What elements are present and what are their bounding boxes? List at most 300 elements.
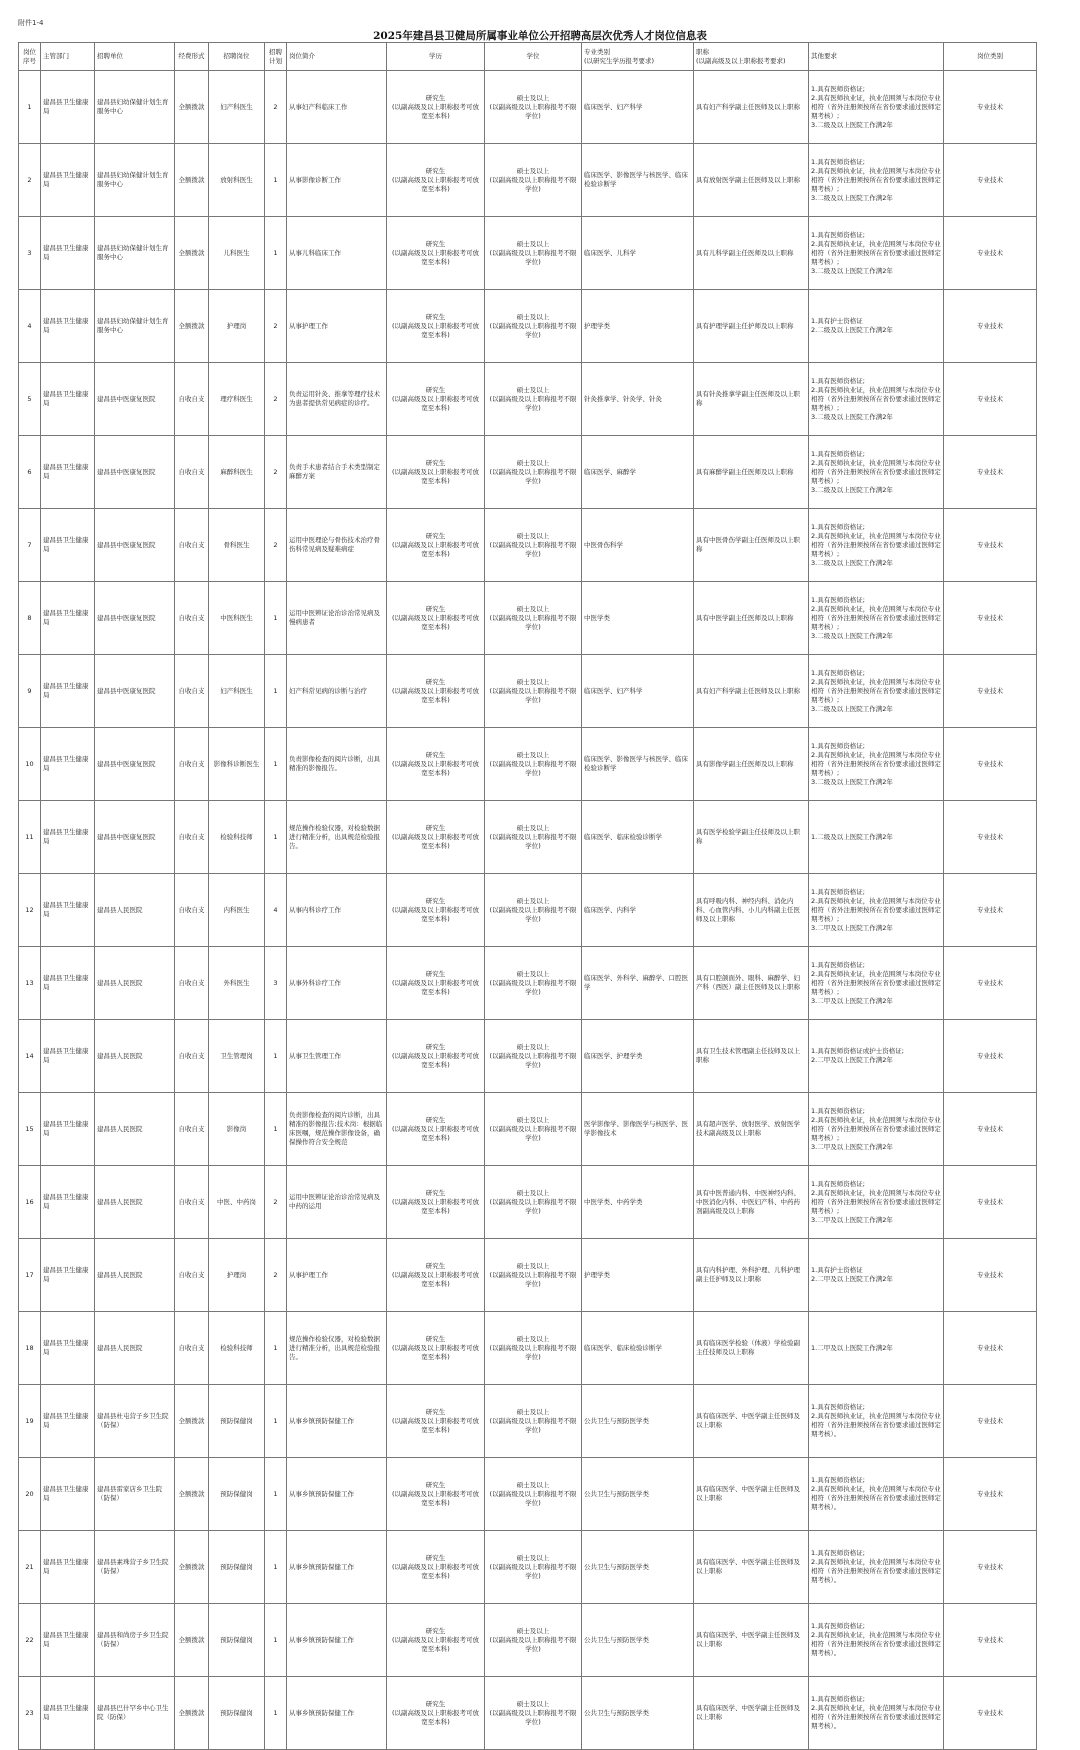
- cell-no: 3: [19, 217, 41, 290]
- cell-major: 临床医学、妇产科学: [582, 71, 694, 144]
- cell-edu: 研究生 (以副高级及以上职称报考可放宽至本科): [387, 1239, 485, 1312]
- cell-dept: 建昌县卫生健康局: [41, 144, 95, 217]
- cell-major: 中医学类、中药学类: [582, 1166, 694, 1239]
- table-row: [19, 801, 1037, 874]
- cell-major: 公共卫生与预防医学类: [582, 1458, 694, 1531]
- cell-major: 护理学类: [582, 290, 694, 363]
- cell-other: 1.具有医师资格证; 2.具有医师执业证，执业范围须与本岗位专业相符（省外注册须按所在省份要求通过医师定期考核）; 3.二级及以上医院工作满2年: [809, 363, 944, 436]
- cell-other: 1.具有医师资格证; 2.具有医师执业证，执业范围须与本岗位专业相符（省外注册须按所在省份要求通过医师定期考核）; 3.二级及以上医院工作满2年: [809, 509, 944, 582]
- cell-degree: 硕士及以上 (以副高级及以上职称报考不限学位): [485, 1677, 582, 1750]
- cell-post: 影像岗: [209, 1093, 265, 1166]
- cell-degree: 硕士及以上 (以副高级及以上职称报考不限学位): [485, 509, 582, 582]
- cell-major: 中医学类: [582, 582, 694, 655]
- cell-edu: 研究生 (以副高级及以上职称报考可放宽至本科): [387, 1677, 485, 1750]
- table-row: [19, 1531, 1037, 1604]
- table-row: [19, 1020, 1037, 1093]
- cell-fund: 自收自支: [175, 1239, 209, 1312]
- cell-fund: 自收自支: [175, 1166, 209, 1239]
- cell-no: 5: [19, 363, 41, 436]
- cell-edu: 研究生 (以副高级及以上职称报考可放宽至本科): [387, 1166, 485, 1239]
- cell-post: 妇产科医生: [209, 71, 265, 144]
- cell-no: 15: [19, 1093, 41, 1166]
- cell-fund: 自收自支: [175, 436, 209, 509]
- cell-major: 公共卫生与预防医学类: [582, 1531, 694, 1604]
- cell-fund: 全额拨款: [175, 1604, 209, 1677]
- cell-dept: 建昌县卫生健康局: [41, 1677, 95, 1750]
- cell-intro: 从事儿科临床工作: [287, 217, 387, 290]
- cell-other: 1.具有医师资格证; 2.具有医师执业证，执业范围须与本岗位专业相符（省外注册须按所在省份要求通过医师定期考核）; 3.二甲及以上医院工作满2年: [809, 1166, 944, 1239]
- cell-edu: 研究生 (以副高级及以上职称报考可放宽至本科): [387, 509, 485, 582]
- cell-dept: 建昌县卫生健康局: [41, 1166, 95, 1239]
- cell-fund: 全额拨款: [175, 1531, 209, 1604]
- table-row: [19, 947, 1037, 1020]
- cell-type: 专业技术: [944, 801, 1037, 874]
- cell-major: 临床医学、影像医学与核医学、临床检验诊断学: [582, 728, 694, 801]
- header-no: 岗位序号: [19, 43, 41, 71]
- cell-unit: 建昌县人民医院: [95, 874, 175, 947]
- cell-plan: 2: [265, 436, 287, 509]
- cell-no: 14: [19, 1020, 41, 1093]
- cell-fund: 自收自支: [175, 1020, 209, 1093]
- cell-type: 专业技术: [944, 509, 1037, 582]
- cell-post: 中医科医生: [209, 582, 265, 655]
- cell-unit: 建昌县素珠营子乡卫生院（防保）: [95, 1531, 175, 1604]
- cell-fund: 自收自支: [175, 509, 209, 582]
- cell-post: 预防保健岗: [209, 1385, 265, 1458]
- header-fund: 经费形式: [175, 43, 209, 71]
- cell-degree: 硕士及以上 (以副高级及以上职称报考不限学位): [485, 1312, 582, 1385]
- cell-dept: 建昌县卫生健康局: [41, 582, 95, 655]
- cell-intro: 运用中医辨证论治诊治常见病及中药的运用: [287, 1166, 387, 1239]
- table-header-row: [19, 43, 1037, 71]
- cell-title: 具有医学检验学副主任技师及以上职称: [694, 801, 809, 874]
- cell-type: 专业技术: [944, 1239, 1037, 1312]
- cell-no: 4: [19, 290, 41, 363]
- cell-type: 专业技术: [944, 1604, 1037, 1677]
- cell-dept: 建昌县卫生健康局: [41, 1385, 95, 1458]
- cell-unit: 建昌县人民医院: [95, 947, 175, 1020]
- cell-plan: 2: [265, 1166, 287, 1239]
- cell-other: 1.具有医师资格证; 2.具有医师执业证，执业范围须与本岗位专业相符（省外注册须按所在省份要求通过医师定期考核）; 3.二甲及以上医院工作满2年: [809, 1093, 944, 1166]
- cell-plan: 1: [265, 217, 287, 290]
- cell-intro: 运用中医理论与骨伤技术治疗骨伤科常见病及疑难病症: [287, 509, 387, 582]
- cell-unit: 建昌县杜屯营子乡卫生院（防保）: [95, 1385, 175, 1458]
- cell-no: 20: [19, 1458, 41, 1531]
- cell-title: 具有内科护理、外科护理、儿科护理副主任护师及以上职称: [694, 1239, 809, 1312]
- cell-type: 专业技术: [944, 1385, 1037, 1458]
- cell-edu: 研究生 (以副高级及以上职称报考可放宽至本科): [387, 1458, 485, 1531]
- cell-plan: 1: [265, 1604, 287, 1677]
- cell-post: 放射科医生: [209, 144, 265, 217]
- cell-title: 具有中医学副主任医师及以上职称: [694, 582, 809, 655]
- table-row: [19, 874, 1037, 947]
- cell-intro: 从事内科诊疗工作: [287, 874, 387, 947]
- cell-dept: 建昌县卫生健康局: [41, 728, 95, 801]
- cell-post: 理疗科医生: [209, 363, 265, 436]
- cell-dept: 建昌县卫生健康局: [41, 801, 95, 874]
- cell-no: 6: [19, 436, 41, 509]
- cell-dept: 建昌县卫生健康局: [41, 655, 95, 728]
- cell-degree: 硕士及以上 (以副高级及以上职称报考不限学位): [485, 290, 582, 363]
- cell-no: 22: [19, 1604, 41, 1677]
- cell-intro: 从事护理工作: [287, 1239, 387, 1312]
- cell-post: 儿科医生: [209, 217, 265, 290]
- cell-unit: 建昌县巴什罕乡中心卫生院（防保）: [95, 1677, 175, 1750]
- cell-type: 专业技术: [944, 217, 1037, 290]
- table-row: [19, 509, 1037, 582]
- cell-intro: 从事乡镇预防保健工作: [287, 1604, 387, 1677]
- cell-dept: 建昌县卫生健康局: [41, 71, 95, 144]
- cell-plan: 1: [265, 801, 287, 874]
- cell-degree: 硕士及以上 (以副高级及以上职称报考不限学位): [485, 874, 582, 947]
- cell-type: 专业技术: [944, 582, 1037, 655]
- cell-other: 1.二级及以上医院工作满2年: [809, 801, 944, 874]
- cell-fund: 自收自支: [175, 874, 209, 947]
- cell-post: 中医、中药岗: [209, 1166, 265, 1239]
- cell-post: 护理岗: [209, 290, 265, 363]
- cell-major: 临床医学、临床检验诊断学: [582, 801, 694, 874]
- cell-intro: 负责影像检查的阅片诊断，出具精准的影像报告;技术岗：根据临床医嘱，规范操作影像设备，确保操作符合安全规范: [287, 1093, 387, 1166]
- cell-type: 专业技术: [944, 1166, 1037, 1239]
- cell-major: 公共卫生与预防医学类: [582, 1604, 694, 1677]
- cell-other: 1.具有医师资格证; 2.具有医师执业证，执业范围须与本岗位专业相符（省外注册须按所在省份要求通过医师定期考核）; 3.二级及以上医院工作满2年: [809, 144, 944, 217]
- cell-unit: 建昌县人民医院: [95, 1020, 175, 1093]
- cell-post: 检验科技师: [209, 1312, 265, 1385]
- cell-plan: 1: [265, 1020, 287, 1093]
- table-row: [19, 436, 1037, 509]
- cell-type: 专业技术: [944, 874, 1037, 947]
- cell-plan: 2: [265, 290, 287, 363]
- cell-type: 专业技术: [944, 1677, 1037, 1750]
- header-degree: 学位: [485, 43, 582, 71]
- cell-type: 专业技术: [944, 290, 1037, 363]
- cell-other: 1.具有医师资格证; 2.具有医师执业证，执业范围须与本岗位专业相符（省外注册须按所在省份要求通过医师定期考核）。: [809, 1604, 944, 1677]
- cell-post: 预防保健岗: [209, 1531, 265, 1604]
- cell-edu: 研究生 (以副高级及以上职称报考可放宽至本科): [387, 290, 485, 363]
- header-major: 专业类别 (以研究生学历报考要求): [582, 43, 694, 71]
- recruitment-table: [18, 42, 1037, 1750]
- cell-fund: 全额拨款: [175, 217, 209, 290]
- cell-unit: 建昌县中医康复医院: [95, 363, 175, 436]
- cell-fund: 自收自支: [175, 1093, 209, 1166]
- cell-dept: 建昌县卫生健康局: [41, 217, 95, 290]
- cell-degree: 硕士及以上 (以副高级及以上职称报考不限学位): [485, 1531, 582, 1604]
- cell-no: 2: [19, 144, 41, 217]
- cell-no: 23: [19, 1677, 41, 1750]
- cell-plan: 1: [265, 728, 287, 801]
- cell-fund: 全额拨款: [175, 1677, 209, 1750]
- cell-edu: 研究生 (以副高级及以上职称报考可放宽至本科): [387, 71, 485, 144]
- table-body: [19, 71, 1037, 1750]
- cell-no: 12: [19, 874, 41, 947]
- cell-unit: 建昌县人民医院: [95, 1312, 175, 1385]
- cell-fund: 全额拨款: [175, 1458, 209, 1531]
- cell-unit: 建昌县妇幼保健计划生育服务中心: [95, 217, 175, 290]
- cell-dept: 建昌县卫生健康局: [41, 290, 95, 363]
- cell-degree: 硕士及以上 (以副高级及以上职称报考不限学位): [485, 801, 582, 874]
- cell-no: 21: [19, 1531, 41, 1604]
- cell-fund: 自收自支: [175, 801, 209, 874]
- cell-plan: 1: [265, 1385, 287, 1458]
- cell-intro: 从事外科诊疗工作: [287, 947, 387, 1020]
- cell-title: 具有临床医学、中医学副主任医师及以上职称: [694, 1385, 809, 1458]
- cell-fund: 自收自支: [175, 363, 209, 436]
- cell-intro: 从事乡镇预防保健工作: [287, 1531, 387, 1604]
- table-row: [19, 1239, 1037, 1312]
- cell-fund: 自收自支: [175, 582, 209, 655]
- cell-title: 具有麻醉学副主任医师及以上职称: [694, 436, 809, 509]
- cell-major: 针灸推拿学、针灸学、针灸: [582, 363, 694, 436]
- cell-major: 临床医学、妇产科学: [582, 655, 694, 728]
- cell-other: 1.具有医师资格证; 2.具有医师执业证，执业范围须与本岗位专业相符（省外注册须按所在省份要求通过医师定期考核）。: [809, 1677, 944, 1750]
- cell-title: 具有中医普通内科、中医神经内科、中医消化内科、中医妇产科、中药药剂副高级及以上职称: [694, 1166, 809, 1239]
- cell-degree: 硕士及以上 (以副高级及以上职称报考不限学位): [485, 1385, 582, 1458]
- cell-intro: 规范操作检验仪器，对检验数据进行精准分析，出具规范检验报告。: [287, 801, 387, 874]
- cell-intro: 负责运用针灸、推拿等理疗技术为患者提供常见病症的诊疗。: [287, 363, 387, 436]
- cell-fund: 自收自支: [175, 728, 209, 801]
- cell-intro: 从事护理工作: [287, 290, 387, 363]
- cell-title: 具有临床医学检验（体液）学检验副主任技师及以上职称: [694, 1312, 809, 1385]
- cell-unit: 建昌县雷家店乡卫生院（防保）: [95, 1458, 175, 1531]
- cell-unit: 建昌县中医康复医院: [95, 509, 175, 582]
- cell-other: 1.具有医师资格证; 2.具有医师执业证，执业范围须与本岗位专业相符（省外注册须按所在省份要求通过医师定期考核）; 3.二级及以上医院工作满2年: [809, 71, 944, 144]
- cell-dept: 建昌县卫生健康局: [41, 947, 95, 1020]
- cell-fund: 自收自支: [175, 947, 209, 1020]
- table-row: [19, 144, 1037, 217]
- cell-fund: 自收自支: [175, 1312, 209, 1385]
- cell-intro: 妇产科常见病的诊断与治疗: [287, 655, 387, 728]
- cell-plan: 1: [265, 1531, 287, 1604]
- cell-unit: 建昌县中医康复医院: [95, 655, 175, 728]
- cell-title: 具有中医骨伤学副主任医师及以上职称: [694, 509, 809, 582]
- table-row: [19, 363, 1037, 436]
- cell-no: 8: [19, 582, 41, 655]
- cell-type: 专业技术: [944, 1312, 1037, 1385]
- cell-major: 护理学类: [582, 1239, 694, 1312]
- cell-dept: 建昌县卫生健康局: [41, 363, 95, 436]
- cell-title: 具有呼吸内科、神经内科、消化内科、心血管内科、小儿内科副主任医师及以上职称: [694, 874, 809, 947]
- cell-dept: 建昌县卫生健康局: [41, 1020, 95, 1093]
- cell-title: 具有妇产科学副主任医师及以上职称: [694, 71, 809, 144]
- cell-dept: 建昌县卫生健康局: [41, 1312, 95, 1385]
- cell-major: 临床医学、临床检验诊断学: [582, 1312, 694, 1385]
- cell-intro: 负责手术患者结合手术类型制定麻醉方案: [287, 436, 387, 509]
- cell-major: 临床医学、护理学类: [582, 1020, 694, 1093]
- cell-other: 1.具有医师资格证; 2.具有医师执业证，执业范围须与本岗位专业相符（省外注册须按所在省份要求通过医师定期考核）; 3.二级及以上医院工作满2年: [809, 582, 944, 655]
- cell-plan: 2: [265, 1239, 287, 1312]
- cell-dept: 建昌县卫生健康局: [41, 1531, 95, 1604]
- cell-plan: 1: [265, 1677, 287, 1750]
- cell-type: 专业技术: [944, 363, 1037, 436]
- cell-major: 临床医学、麻醉学: [582, 436, 694, 509]
- cell-degree: 硕士及以上 (以副高级及以上职称报考不限学位): [485, 1166, 582, 1239]
- cell-intro: 从事卫生管理工作: [287, 1020, 387, 1093]
- cell-intro: 规范操作检验仪器，对检验数据进行精准分析，出具规范检验报告。: [287, 1312, 387, 1385]
- cell-degree: 硕士及以上 (以副高级及以上职称报考不限学位): [485, 1020, 582, 1093]
- cell-plan: 2: [265, 71, 287, 144]
- table-row: [19, 1677, 1037, 1750]
- cell-post: 护理岗: [209, 1239, 265, 1312]
- cell-edu: 研究生 (以副高级及以上职称报考可放宽至本科): [387, 947, 485, 1020]
- cell-major: 临床医学、儿科学: [582, 217, 694, 290]
- cell-edu: 研究生 (以副高级及以上职称报考可放宽至本科): [387, 655, 485, 728]
- cell-degree: 硕士及以上 (以副高级及以上职称报考不限学位): [485, 1604, 582, 1677]
- cell-post: 妇产科医生: [209, 655, 265, 728]
- cell-other: 1.具有医师资格证; 2.具有医师执业证，执业范围须与本岗位专业相符（省外注册须按所在省份要求通过医师定期考核）; 3.二级及以上医院工作满2年: [809, 728, 944, 801]
- table-row: [19, 1458, 1037, 1531]
- cell-type: 专业技术: [944, 1458, 1037, 1531]
- cell-fund: 全额拨款: [175, 1385, 209, 1458]
- cell-intro: 从事乡镇预防保健工作: [287, 1458, 387, 1531]
- cell-type: 专业技术: [944, 947, 1037, 1020]
- cell-title: 具有卫生技术管理副主任技师及以上职称: [694, 1020, 809, 1093]
- cell-major: 中医骨伤科学: [582, 509, 694, 582]
- cell-no: 1: [19, 71, 41, 144]
- table-row: [19, 728, 1037, 801]
- cell-other: 1.具有医师资格证; 2.具有医师执业证，执业范围须与本岗位专业相符（省外注册须按所在省份要求通过医师定期考核）; 3.二级及以上医院工作满2年: [809, 655, 944, 728]
- cell-fund: 全额拨款: [175, 144, 209, 217]
- cell-unit: 建昌县人民医院: [95, 1093, 175, 1166]
- cell-degree: 硕士及以上 (以副高级及以上职称报考不限学位): [485, 217, 582, 290]
- page-title: 2025年建昌县卫健局所属事业单位公开招聘高层次优秀人才岗位信息表: [373, 30, 707, 42]
- cell-plan: 1: [265, 144, 287, 217]
- cell-plan: 4: [265, 874, 287, 947]
- cell-fund: 全额拨款: [175, 290, 209, 363]
- table-row: [19, 290, 1037, 363]
- cell-title: 具有儿科学副主任医师及以上职称: [694, 217, 809, 290]
- cell-edu: 研究生 (以副高级及以上职称报考可放宽至本科): [387, 144, 485, 217]
- cell-other: 1.具有护士资格证 2.二级及以上医院工作满2年: [809, 290, 944, 363]
- cell-post: 预防保健岗: [209, 1458, 265, 1531]
- cell-plan: 1: [265, 1312, 287, 1385]
- cell-no: 17: [19, 1239, 41, 1312]
- cell-no: 7: [19, 509, 41, 582]
- cell-intro: 从事乡镇预防保健工作: [287, 1385, 387, 1458]
- header-other: 其他要求: [809, 43, 944, 71]
- cell-degree: 硕士及以上 (以副高级及以上职称报考不限学位): [485, 144, 582, 217]
- cell-type: 专业技术: [944, 436, 1037, 509]
- cell-plan: 1: [265, 1093, 287, 1166]
- cell-major: 医学影像学、影像医学与核医学、医学影像技术: [582, 1093, 694, 1166]
- cell-post: 外科医生: [209, 947, 265, 1020]
- cell-dept: 建昌县卫生健康局: [41, 1093, 95, 1166]
- cell-intro: 负责影像检查的阅片诊断，出具精准的影像报告。: [287, 728, 387, 801]
- cell-type: 专业技术: [944, 655, 1037, 728]
- cell-post: 内科医生: [209, 874, 265, 947]
- cell-other: 1.二甲及以上医院工作满2年: [809, 1312, 944, 1385]
- cell-post: 检验科技师: [209, 801, 265, 874]
- table-row: [19, 71, 1037, 144]
- cell-edu: 研究生 (以副高级及以上职称报考可放宽至本科): [387, 1093, 485, 1166]
- table-row: [19, 1312, 1037, 1385]
- table-row: [19, 1385, 1037, 1458]
- header-intro: 岗位简介: [287, 43, 387, 71]
- cell-title: 具有临床医学、中医学副主任医师及以上职称: [694, 1531, 809, 1604]
- cell-degree: 硕士及以上 (以副高级及以上职称报考不限学位): [485, 1458, 582, 1531]
- cell-post: 影像科诊断医生: [209, 728, 265, 801]
- cell-degree: 硕士及以上 (以副高级及以上职称报考不限学位): [485, 728, 582, 801]
- cell-no: 16: [19, 1166, 41, 1239]
- cell-post: 预防保健岗: [209, 1677, 265, 1750]
- table-row: [19, 1166, 1037, 1239]
- header-type: 岗位类别: [944, 43, 1037, 71]
- cell-title: 具有临床医学、中医学副主任医师及以上职称: [694, 1604, 809, 1677]
- cell-other: 1.具有医师资格证; 2.具有医师执业证，执业范围须与本岗位专业相符（省外注册须按所在省份要求通过医师定期考核）。: [809, 1531, 944, 1604]
- cell-no: 13: [19, 947, 41, 1020]
- cell-edu: 研究生 (以副高级及以上职称报考可放宽至本科): [387, 1385, 485, 1458]
- cell-degree: 硕士及以上 (以副高级及以上职称报考不限学位): [485, 1239, 582, 1312]
- cell-unit: 建昌县中医康复医院: [95, 801, 175, 874]
- cell-title: 具有口腔颌面外、眼科、麻醉学、妇产科（西医）副主任医师及以上职称: [694, 947, 809, 1020]
- cell-plan: 2: [265, 363, 287, 436]
- cell-intro: 从事妇产科临床工作: [287, 71, 387, 144]
- cell-no: 11: [19, 801, 41, 874]
- table-row: [19, 1604, 1037, 1677]
- cell-degree: 硕士及以上 (以副高级及以上职称报考不限学位): [485, 655, 582, 728]
- cell-title: 具有针灸推拿学副主任医师及以上职称: [694, 363, 809, 436]
- cell-edu: 研究生 (以副高级及以上职称报考可放宽至本科): [387, 1020, 485, 1093]
- cell-edu: 研究生 (以副高级及以上职称报考可放宽至本科): [387, 1604, 485, 1677]
- cell-other: 1.具有医师资格证或护士资格证; 2.二甲及以上医院工作满2年: [809, 1020, 944, 1093]
- cell-other: 1.具有医师资格证; 2.具有医师执业证，执业范围须与本岗位专业相符（省外注册须按所在省份要求通过医师定期考核）; 3.二级及以上医院工作满2年: [809, 217, 944, 290]
- cell-fund: 自收自支: [175, 655, 209, 728]
- cell-title: 具有放射医学副主任医师及以上职称: [694, 144, 809, 217]
- cell-major: 公共卫生与预防医学类: [582, 1677, 694, 1750]
- cell-plan: 2: [265, 509, 287, 582]
- cell-intro: 运用中医辨证论治诊治常见病及慢病患者: [287, 582, 387, 655]
- cell-title: 具有临床医学、中医学副主任医师及以上职称: [694, 1677, 809, 1750]
- cell-post: 麻醉科医生: [209, 436, 265, 509]
- cell-degree: 硕士及以上 (以副高级及以上职称报考不限学位): [485, 582, 582, 655]
- header-unit: 招聘单位: [95, 43, 175, 71]
- cell-other: 1.具有医师资格证; 2.具有医师执业证，执业范围须与本岗位专业相符（省外注册须按所在省份要求通过医师定期考核）; 3.二甲及以上医院工作满2年: [809, 874, 944, 947]
- cell-type: 专业技术: [944, 1093, 1037, 1166]
- cell-title: 具有护理学副主任护师及以上职称: [694, 290, 809, 363]
- cell-degree: 硕士及以上 (以副高级及以上职称报考不限学位): [485, 71, 582, 144]
- cell-edu: 研究生 (以副高级及以上职称报考可放宽至本科): [387, 436, 485, 509]
- header-edu: 学历: [387, 43, 485, 71]
- cell-title: 具有超声医学、放射医学、放射医学技术副高级及以上职称: [694, 1093, 809, 1166]
- cell-degree: 硕士及以上 (以副高级及以上职称报考不限学位): [485, 363, 582, 436]
- cell-other: 1.具有医师资格证; 2.具有医师执业证，执业范围须与本岗位专业相符（省外注册须按所在省份要求通过医师定期考核）。: [809, 1385, 944, 1458]
- cell-unit: 建昌县中医康复医院: [95, 582, 175, 655]
- table-row: [19, 582, 1037, 655]
- cell-intro: 从事影像诊断工作: [287, 144, 387, 217]
- cell-edu: 研究生 (以副高级及以上职称报考可放宽至本科): [387, 801, 485, 874]
- cell-other: 1.具有护士资格证 2.二甲及以上医院工作满2年: [809, 1239, 944, 1312]
- table-row: [19, 1093, 1037, 1166]
- cell-no: 10: [19, 728, 41, 801]
- cell-plan: 1: [265, 1458, 287, 1531]
- cell-unit: 建昌县妇幼保健计划生育服务中心: [95, 290, 175, 363]
- cell-other: 1.具有医师资格证; 2.具有医师执业证，执业范围须与本岗位专业相符（省外注册须按所在省份要求通过医师定期考核）。: [809, 1458, 944, 1531]
- header-plan: 招聘计划: [265, 43, 287, 71]
- table-row: [19, 655, 1037, 728]
- cell-degree: 硕士及以上 (以副高级及以上职称报考不限学位): [485, 436, 582, 509]
- cell-major: 公共卫生与预防医学类: [582, 1385, 694, 1458]
- cell-unit: 建昌县中医康复医院: [95, 436, 175, 509]
- cell-unit: 建昌县人民医院: [95, 1239, 175, 1312]
- cell-major: 临床医学、影像医学与核医学、临床检验诊断学: [582, 144, 694, 217]
- cell-no: 19: [19, 1385, 41, 1458]
- header-dept: 主管部门: [41, 43, 95, 71]
- cell-unit: 建昌县妇幼保健计划生育服务中心: [95, 71, 175, 144]
- cell-type: 专业技术: [944, 1531, 1037, 1604]
- cell-type: 专业技术: [944, 71, 1037, 144]
- table-row: [19, 217, 1037, 290]
- cell-other: 1.具有医师资格证; 2.具有医师执业证，执业范围须与本岗位专业相符（省外注册须按所在省份要求通过医师定期考核）; 3.二级及以上医院工作满2年: [809, 436, 944, 509]
- cell-edu: 研究生 (以副高级及以上职称报考可放宽至本科): [387, 1312, 485, 1385]
